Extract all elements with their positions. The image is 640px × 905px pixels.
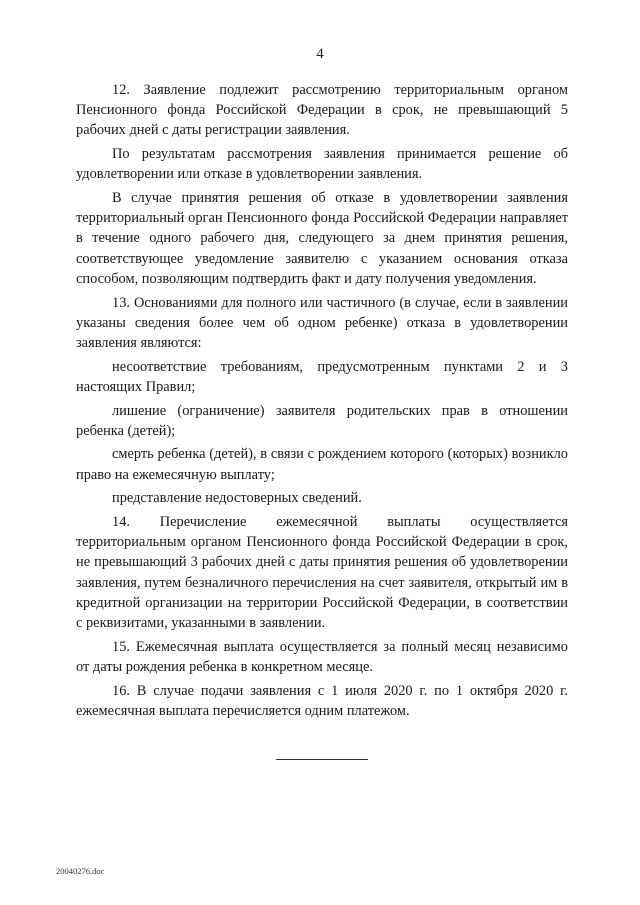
- paragraph-12: 12. Заявление подлежит рассмотрению территориальным органом Пенсионного фонда Российской Федерации в срок, не превышающий 5 рабочих дней с даты регистрации заявления.: [76, 82, 568, 139]
- list-item-false-information: представление недостоверных сведений.: [112, 490, 362, 507]
- end-divider: [276, 759, 368, 760]
- paragraph-12-refusal-notice: В случае принятия решения об отказе в удовлетворении заявления территориальный орган Пенсионного фонда Российской Федерации направляет в течение одного рабочего дня, следующего за днем принятия решения, соответствующее уведомление заявителю с указанием основания отказа способом, позволяющим подтвердить факт и дату получения уведомления.: [76, 190, 568, 287]
- paragraph-16: 16. В случае подачи заявления с 1 июля 2020 г. по 1 октября 2020 г. ежемесячная выплата перечисляется одним платежом.: [76, 682, 568, 719]
- paragraph-13: 13. Основаниями для полного или частичного (в случае, если в заявлении указаны сведения более чем об одном ребенке) отказа в удовлетворении заявления являются:: [76, 294, 568, 351]
- list-item-deprivation-of-rights: лишение (ограничение) заявителя родительских прав в отношении ребенка (детей);: [76, 402, 568, 439]
- document-body: [76, 80, 568, 725]
- list-item-noncompliance: несоответствие требованиям, предусмотренным пунктами 2 и 3 настоящих Правил;: [76, 358, 568, 395]
- paragraph-15: 15. Ежемесячная выплата осуществляется за полный месяц независимо от даты рождения ребенка в конкретном месяце.: [76, 638, 568, 675]
- page-number: 4: [316, 46, 324, 62]
- list-item-death-of-child: смерть ребенка (детей), в связи с рождением которого (которых) возникло право на ежемесячную выплату;: [76, 446, 568, 483]
- paragraph-14: 14. Перечисление ежемесячной выплаты осуществляется территориальным органом Пенсионного фонда Российской Федерации в срок, не превышающий 3 рабочих дней с даты принятия решения об удовлетворении заявления, путем безналичного перечисления на счет заявителя, открытый им в кредитной организации на территории Российской Федерации, в соответствии с реквизитами, указанными в заявлении.: [76, 514, 568, 632]
- paragraph-12-decision: По результатам рассмотрения заявления принимается решение об удовлетворении или отказе в удовлетворении заявления.: [76, 146, 568, 183]
- footer-filename: 20040276.doc: [56, 866, 105, 876]
